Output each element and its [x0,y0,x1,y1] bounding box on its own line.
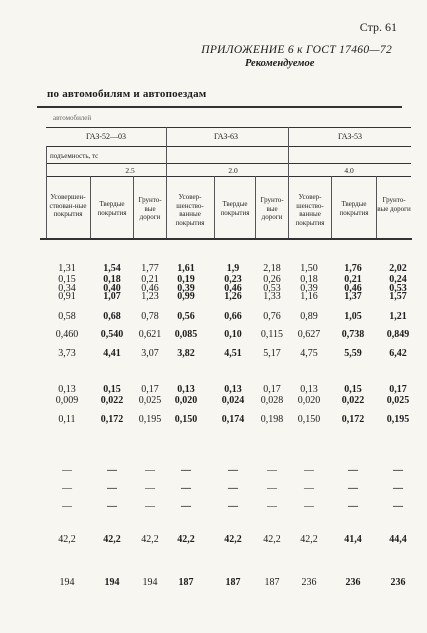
table-cell: 0,024 [221,395,245,406]
table-cell: 1,07 [103,291,121,302]
table-rule [46,127,411,128]
table-cell: 0,68 [103,311,121,322]
table-cell: 0,18 [103,274,121,285]
table-cell: 0,21 [344,274,362,285]
appendix-title: ПРИЛОЖЕНИЕ 6 к ГОСТ 17460—72 [201,44,392,56]
table-cell: 0,150 [297,414,321,425]
column-header: Грунто-вые дороги [138,196,162,221]
table-cell: — [181,483,191,494]
table-cell: 1,77 [141,263,159,274]
model-gaz-52-03: ГАЗ-52—03 [85,132,127,141]
table-cell: 187 [264,577,280,588]
table-cell: — [62,483,72,494]
table-cell: 0,025 [386,395,410,406]
table-cell: 0,172 [341,414,365,425]
table-cell: 44,4 [389,534,407,545]
table-cell: 42,2 [103,534,121,545]
table-cell: 0,40 [103,283,121,294]
table-cell: — [228,483,238,494]
page-number: Стр. 61 [359,20,397,34]
table-cell: — [267,465,277,476]
table-cell: 0,022 [341,395,365,406]
table-cell: 42,2 [141,534,159,545]
table-cell: — [304,483,314,494]
table-cell: 0,53 [389,283,407,294]
table-cell: 0,460 [55,329,79,340]
table-cell: — [107,501,117,512]
table-rule [46,163,411,164]
table-cell: 5,59 [344,348,362,359]
table-cell: 2,18 [263,263,281,274]
table-cell: — [181,501,191,512]
table-cell: 0,19 [177,274,195,285]
capacity-label: подъемность, тс [50,152,99,160]
table-header-rule [40,238,412,240]
table-cell: 0,025 [138,395,162,406]
table-cell: 0,18 [300,274,318,285]
table-cell: 0,738 [341,329,365,340]
model-gaz-63: ГАЗ-63 [213,132,239,141]
table-cell: 5,17 [263,348,281,359]
table-cell: 3,73 [58,348,76,359]
table-cell: 1,16 [300,291,318,302]
table-cell: 3,07 [141,348,159,359]
table-cell: 0,15 [344,384,362,395]
table-cell: 0,020 [174,395,198,406]
table-subtitle: по автомобилям и автопоездам [47,88,207,100]
recommended-label: Рекомендуемое [245,58,315,69]
table-cell: — [145,483,155,494]
table-cell: 0,46 [344,283,362,294]
table-cell: 0,11 [58,414,76,425]
table-cell: 1,21 [389,311,407,322]
table-cell: 194 [59,577,75,588]
table-cell: 0,115 [260,329,284,340]
column-header: Твердые покрытия [339,200,369,217]
table-cell: — [107,465,117,476]
table-cell: 236 [390,577,406,588]
cut-header: автомобилей [53,114,92,122]
table-cell: 1,05 [344,311,362,322]
table-cell: 1,9 [226,263,240,274]
capacity-value: 2.5 [125,166,135,175]
column-header: Усовершен-ствован-ные покрытия [49,193,87,218]
table-cell: 0,13 [224,384,242,395]
table-cell: 1,23 [141,291,159,302]
table-cell: 1,76 [344,263,362,274]
column-divider [288,127,289,177]
table-cell: 3,82 [177,348,195,359]
table-cell: 42,2 [177,534,195,545]
capacity-value: 4.0 [344,166,354,175]
table-cell: 0,99 [177,291,195,302]
table-cell: — [145,465,155,476]
column-header: Грунто-вые дороги [377,196,411,213]
table-cell: 0,89 [300,311,318,322]
table-cell: 1,33 [263,291,281,302]
table-cell: 0,13 [177,384,195,395]
table-cell: 2,02 [389,263,407,274]
table-cell: — [393,501,403,512]
table-cell: 0,13 [58,384,76,395]
table-cell: 187 [178,577,194,588]
column-divider [166,127,167,177]
table-cell: 0,23 [224,274,242,285]
table-cell: 42,2 [224,534,242,545]
table-cell: 1,26 [224,291,242,302]
table-cell: 0,627 [297,329,321,340]
table-cell: 0,76 [263,311,281,322]
table-cell: 0,621 [138,329,162,340]
divider-top [37,106,402,108]
table-cell: 236 [301,577,317,588]
table-cell: 0,028 [260,395,284,406]
table-cell: 0,10 [224,329,242,340]
table-cell: — [107,483,117,494]
table-cell: 0,198 [260,414,284,425]
table-cell: 187 [225,577,241,588]
table-cell: 41,4 [344,534,362,545]
table-cell: 0,150 [174,414,198,425]
table-cell: 194 [142,577,158,588]
table-cell: 0,849 [386,329,410,340]
table-cell: — [348,501,358,512]
table-cell: — [228,501,238,512]
table-cell: 0,195 [138,414,162,425]
table-cell: 236 [345,577,361,588]
table-cell: 194 [104,577,120,588]
table-cell: 0,17 [263,384,281,395]
table-cell: 0,020 [297,395,321,406]
table-cell: 0,15 [103,384,121,395]
table-cell: 0,174 [221,414,245,425]
table-cell: — [393,483,403,494]
table-cell: 0,39 [300,283,318,294]
table-cell: 1,54 [103,263,121,274]
table-cell: 0,66 [224,311,242,322]
table-cell: 0,53 [263,283,281,294]
table-cell: 0,17 [141,384,159,395]
table-cell: 0,56 [177,311,195,322]
table-cell: 42,2 [300,534,318,545]
table-cell: — [267,483,277,494]
table-cell: 0,26 [263,274,281,285]
table-cell: 1,61 [177,263,195,274]
table-cell: 0,46 [141,283,159,294]
table-cell: — [348,465,358,476]
table-cell: 0,540 [100,329,124,340]
table-cell: 1,57 [389,291,407,302]
table-cell: 0,34 [58,283,76,294]
table-cell: 4,41 [103,348,121,359]
table-cell: 4,51 [224,348,242,359]
table-cell: — [393,465,403,476]
table-cell: 0,21 [141,274,159,285]
column-header: Твердые покрытия [97,200,127,217]
table-cell: 0,58 [58,311,76,322]
table-cell: 0,91 [58,291,76,302]
column-header: Усовер-шенство-ванные покрытия [295,193,325,227]
table-rule [46,146,411,147]
table-cell: 42,2 [58,534,76,545]
table-cell: 0,172 [100,414,124,425]
table-cell: 0,022 [100,395,124,406]
table-cell: 0,085 [174,329,198,340]
table-cell: 42,2 [263,534,281,545]
table-cell: 0,009 [55,395,79,406]
column-divider [46,146,47,178]
table-cell: 6,42 [389,348,407,359]
table-cell: 1,31 [58,263,76,274]
table-rule [46,176,411,177]
table-cell: — [267,501,277,512]
table-cell: 0,46 [224,283,242,294]
table-cell: 0,15 [58,274,76,285]
table-cell: — [62,465,72,476]
column-header: Твердые покрытия [220,200,250,217]
table-cell: — [228,465,238,476]
capacity-value: 2.0 [228,166,238,175]
table-cell: 0,17 [389,384,407,395]
table-cell: 0,39 [177,283,195,294]
table-cell: — [145,501,155,512]
table-cell: — [348,483,358,494]
table-cell: 0,24 [389,274,407,285]
table-cell: — [304,501,314,512]
table-cell: — [62,501,72,512]
table-cell: 0,13 [300,384,318,395]
table-cell: 0,195 [386,414,410,425]
column-header: Усовер-шенство-ванные покрытия [175,193,205,227]
table-cell: 0,78 [141,311,159,322]
table-cell: 4,75 [300,348,318,359]
table-cell: 1,50 [300,263,318,274]
table-cell: — [304,465,314,476]
model-gaz-53: ГАЗ-53 [337,132,363,141]
table-cell: — [181,465,191,476]
column-header: Грунто-вые дороги [260,196,284,221]
table-cell: 1,37 [344,291,362,302]
